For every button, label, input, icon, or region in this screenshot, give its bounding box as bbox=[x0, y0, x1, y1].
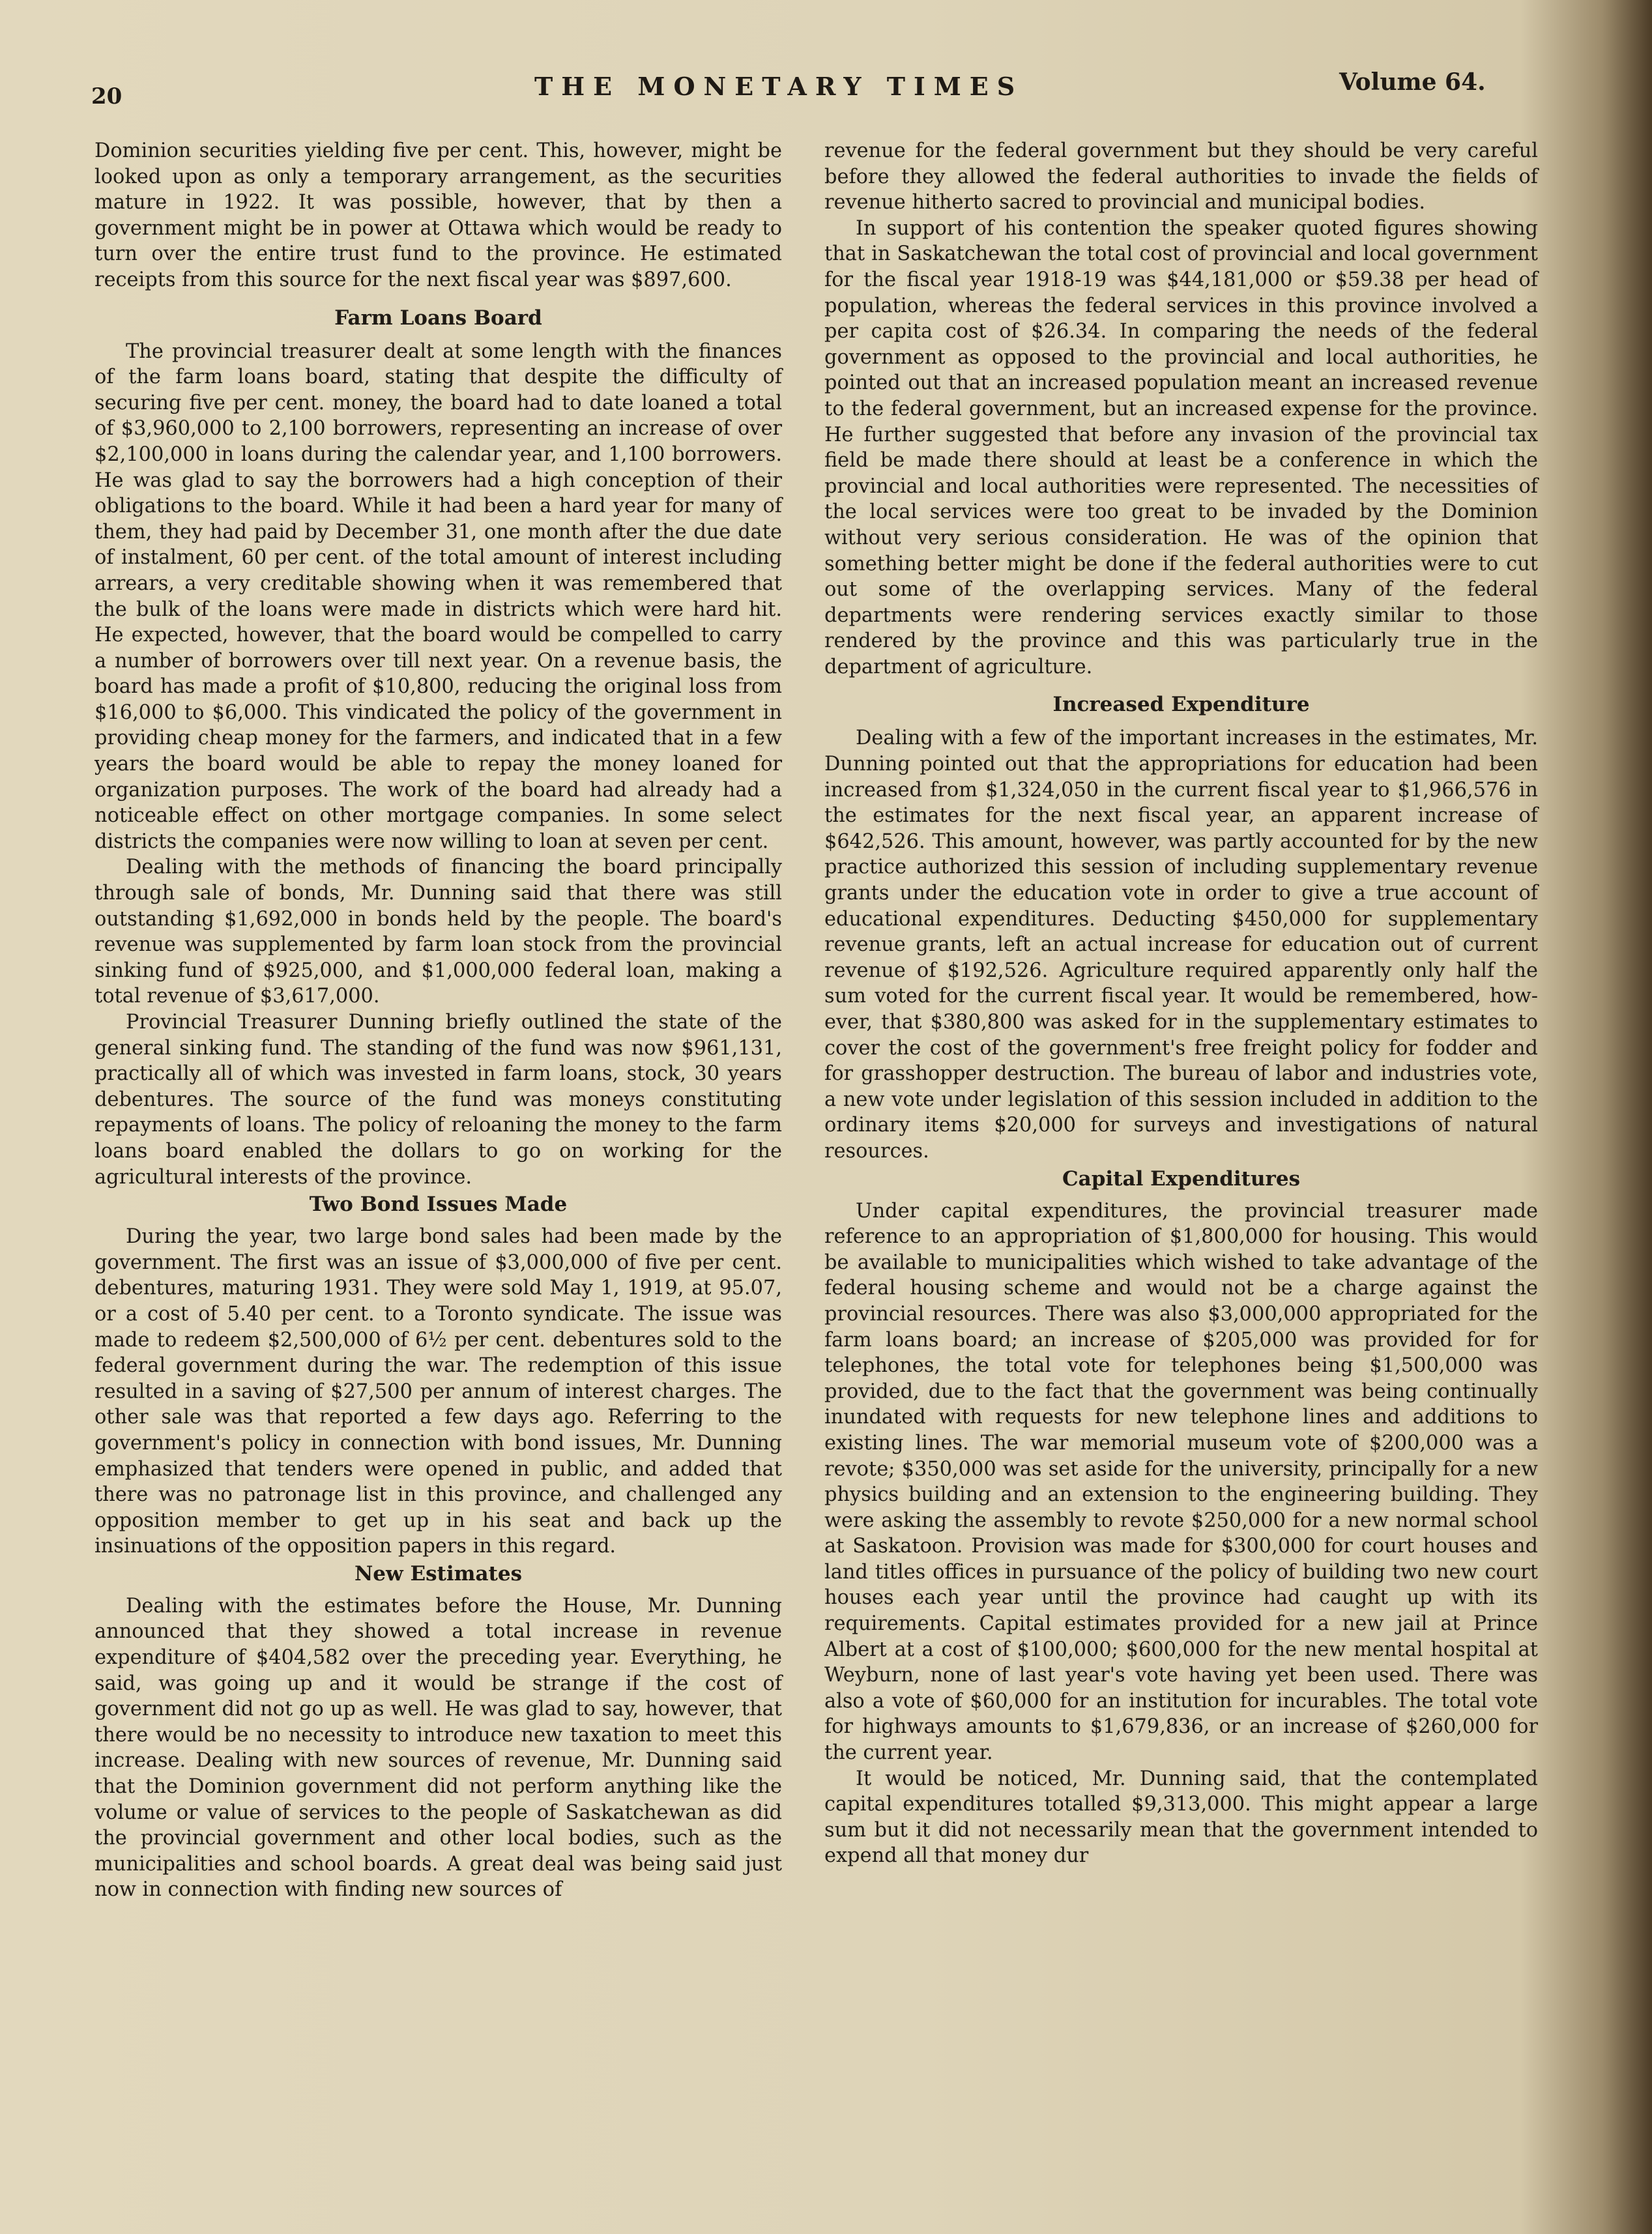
volume-label: Volume 64. bbox=[1339, 68, 1486, 96]
section-heading: Farm Loans Board bbox=[334, 306, 542, 330]
left-column bbox=[94, 138, 782, 1903]
paragraph: Dealing with the methods of financing the board principally through sale of bonds, Mr. Dunning said that there was still outstanding $1,692,000 in bonds held by the people. The board's revenue was supplemented by farm loan stock from the provincial sinking fund of $925,000, and $1,000,000 federal loan, making a total revenue of $3,617,000. bbox=[94, 856, 782, 1008]
publication-title: THE MONETARY TIMES bbox=[534, 72, 1024, 101]
right-column bbox=[824, 138, 1538, 1869]
paragraph: Dealing with a few of the important increases in the estimates, Mr. Dunning pointed out that the appropriations for education had been increased from $1,324,050 in the current fiscal year to $1,966,576 in the estimates for the next fiscal year, an apparent increase of $642,526. This amount, however, was partly accounted for by the new practice authorized this session of including supplementary revenue grants under the education vote in order to give a true account of educational expenditures. Deducting $450,000 for supplementary revenue grants, left an actual increase for education out of current revenue of $192,526. Agriculture required apparently only half the sum voted for the current fiscal year. It would be remembered, however, that $380,800 was asked for in the supplementary estimates to cover the cost of the government's free freight policy for fodder and for grasshopper destruction. The bureau of labor and industries vote, a new vote under legislation of this session included in addition to the ordinary items $20,000 for surveys and investigations of natural resources. bbox=[824, 727, 1538, 1163]
section-heading: Two Bond Issues Made bbox=[309, 1193, 568, 1217]
page-number: 20 bbox=[91, 83, 123, 109]
paragraph: It would be noticed, Mr. Dunning said, that the contemplated capital expenditures totalled $9,313,000. This might appear a large sum but it did not necessarily mean that the government intended to expend all that money dur bbox=[824, 1767, 1538, 1868]
paragraph: revenue for the federal government but they should be very careful before they allowed the federal authorities to invade the fields of revenue hitherto sacred to provincial and municipal bodies. bbox=[824, 139, 1538, 214]
paragraph: Provincial Treasurer Dunning briefly outlined the state of the general sinking fund. The standing of the fund was now $961,131, practically all of which was invested in farm loans, stock, 30 years debentures. The source of the fund was moneys constituting repayments of loans. The policy of reloaning the money to the farm loans board enabled the dollars to go on working for the agricultural interests of the province. bbox=[94, 1011, 782, 1189]
section-heading: Increased Expenditure bbox=[1052, 693, 1310, 717]
paragraph: Dealing with the estimates before the House, Mr. Dunning announced that they showed a total increase in revenue expenditure of $404,582 over the preceding year. Everything, he said, was going up and it would be strange if the cost of government did not go up as well. He was glad to say, however, that there would be no necessity to introduce new taxation to meet this increase. Dealing with new sources of revenue, Mr. Dunning said that the Dominion government did not perform anything like the volume or value of services to the people of Saskatchewan as did the provincial government and other local bodies, such as the municipalities and school boards. A great deal was being said just now in connection with finding new sources of bbox=[94, 1594, 782, 1902]
section-heading: New Estimates bbox=[354, 1561, 523, 1586]
paragraph: In support of his contention the speaker quoted figures showing that in Saskatchewan the total cost of provincial and local government for the fiscal year 1918-19 was $44,181,000 or $59.38 per head of population, whereas the federal services in this province involved a per capita cost of $26.34. In comparing the needs of the federal government as opposed to the provincial and local authorities, he pointed out that an increased population meant an increased revenue to the federal government, but an increased expense for the province. He further suggested that before any invasion of the provincial tax field be made there should at least be a conference in which the provincial and local authorities were represented. The necessities of the local services were too great to be invaded by the Dominion without very serious consideration. He was of the opinion that something better might be done if the federal authorities were to cut out some of the overlapping services. Many of the federal departments were rendering services exactly similar to those rendered by the province and this was particularly true in the department of agriculture. bbox=[824, 216, 1538, 678]
paragraph: During the year, two large bond sales had been made by the government. The first was an issue of $3,000,000 of five per cent. debentures, maturing 1931. They were sold May 1, 1919, at 95.07, or a cost of 5.40 per cent. to a Toronto syndicate. The issue was made to redeem $2,500,000 of 6½ per cent. debentures sold to the federal government during the war. The redemption of this issue resulted in a saving of $27,500 per annum of interest charges. The other sale was that reported a few days ago. Referring to the government's policy in connection with bond issues, Mr. Dunning emphasized that tenders were opened in public, and added that there was no patronage list in this province, and challenged any opposition member to get up in his seat and back up the insinuations of the opposition papers in this regard. bbox=[94, 1225, 782, 1558]
section-heading: Capital Expenditures bbox=[1062, 1167, 1301, 1191]
paragraph: Dominion securities yielding five per cent. This, however, might be looked upon as only a temporary arrangement, as the securities mature in 1922. It was possible, however, that by then a government might be in power at Ottawa which would be ready to turn over the entire trust fund to the province. He estimated receipts from this source for the next fiscal year was $897,600. bbox=[94, 139, 782, 291]
paragraph: Under capital expenditures, the provincial treasurer made reference to an appropriation of $1,800,000 for housing. This would be available to municipalities which wished to take advantage of the federal housing scheme and would not be a charge against the provincial resources. There was also $3,000,000 appropriated for the farm loans board; an increase of $205,000 was provided for for telephones, the total vote for telephones being $1,500,000 was provided, due to the fact that the government was being continually inundated with requests for new telephone lines and additions to existing lines. The war memorial museum vote of $200,000 was a revote; $350,000 was set aside for the university, principally for a new physics building and an extension to the engineering building. They were asking the assembly to revote $250,000 for a new normal school at Saskatoon. Provision was made for $300,000 for court houses and land titles offices in pursuance of the policy of building two new court houses each year until the province had caught up with its requirements. Capital estimates provided for a new jail at Prince Albert at a cost of $100,000; $600,000 for the new mental hospital at Weyburn, none of last year's vote having yet been used. There was also a vote of $60,000 for an institution for incurables. The total vote for highways amounts to $1,679,836, or an increase of $260,000 for the current year. bbox=[824, 1199, 1538, 1765]
paragraph: The provincial treasurer dealt at some length with the finances of the farm loans board, stating that despite the difficulty of securing five per cent. money, the board had to date loaned a total of $3,960,000 to 2,100 borrowers, representing an increase of over $2,100,000 in loans during the calendar year, and 1,100 borrowers. He was glad to say the borrowers had a high conception of their obligations to the board. While it had been a hard year for many of them, they had paid by December 31, one month after the due date of instalment, 60 per cent. of the total amount of interest including arrears, a very creditable showing when it was remembered that the bulk of the loans were made in districts which were hard hit. He expected, however, that the board would be compelled to carry a number of borrowers over till next year. On a revenue basis, the board has made a profit of $10,800, reducing the original loss from $16,000 to $6,000. This vindicated the policy of the government in providing cheap money for the farmers, and indicated that in a few years the board would be able to repay the money loaned for organization purposes. The work of the board had already had a noticeable effect on other mortgage companies. In some select districts the companies were now willing to loan at seven per cent. bbox=[94, 340, 782, 853]
